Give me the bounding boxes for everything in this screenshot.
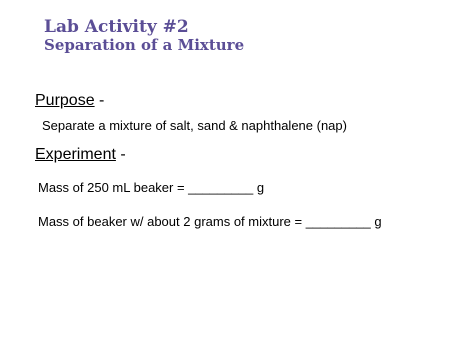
purpose-heading: [35, 92, 104, 110]
purpose-heading-label: Purpose: [35, 92, 95, 109]
experiment-heading-label: Experiment: [35, 146, 116, 163]
purpose-text: Separate a mixture of salt, sand & naphthalene (nap): [42, 118, 347, 133]
experiment-line-mixture-mass: Mass of beaker w/ about 2 grams of mixture = _________ g: [38, 214, 382, 229]
title-line-lab-activity: Lab Activity #2: [44, 17, 189, 37]
purpose-heading-separator: -: [94, 92, 105, 109]
title-line-separation: Separation of a Mixture: [44, 36, 245, 55]
experiment-heading-separator: -: [115, 146, 126, 163]
experiment-heading: [35, 146, 126, 164]
experiment-line-beaker-mass: Mass of 250 mL beaker = _________ g: [38, 180, 265, 195]
page-title: [44, 18, 244, 54]
